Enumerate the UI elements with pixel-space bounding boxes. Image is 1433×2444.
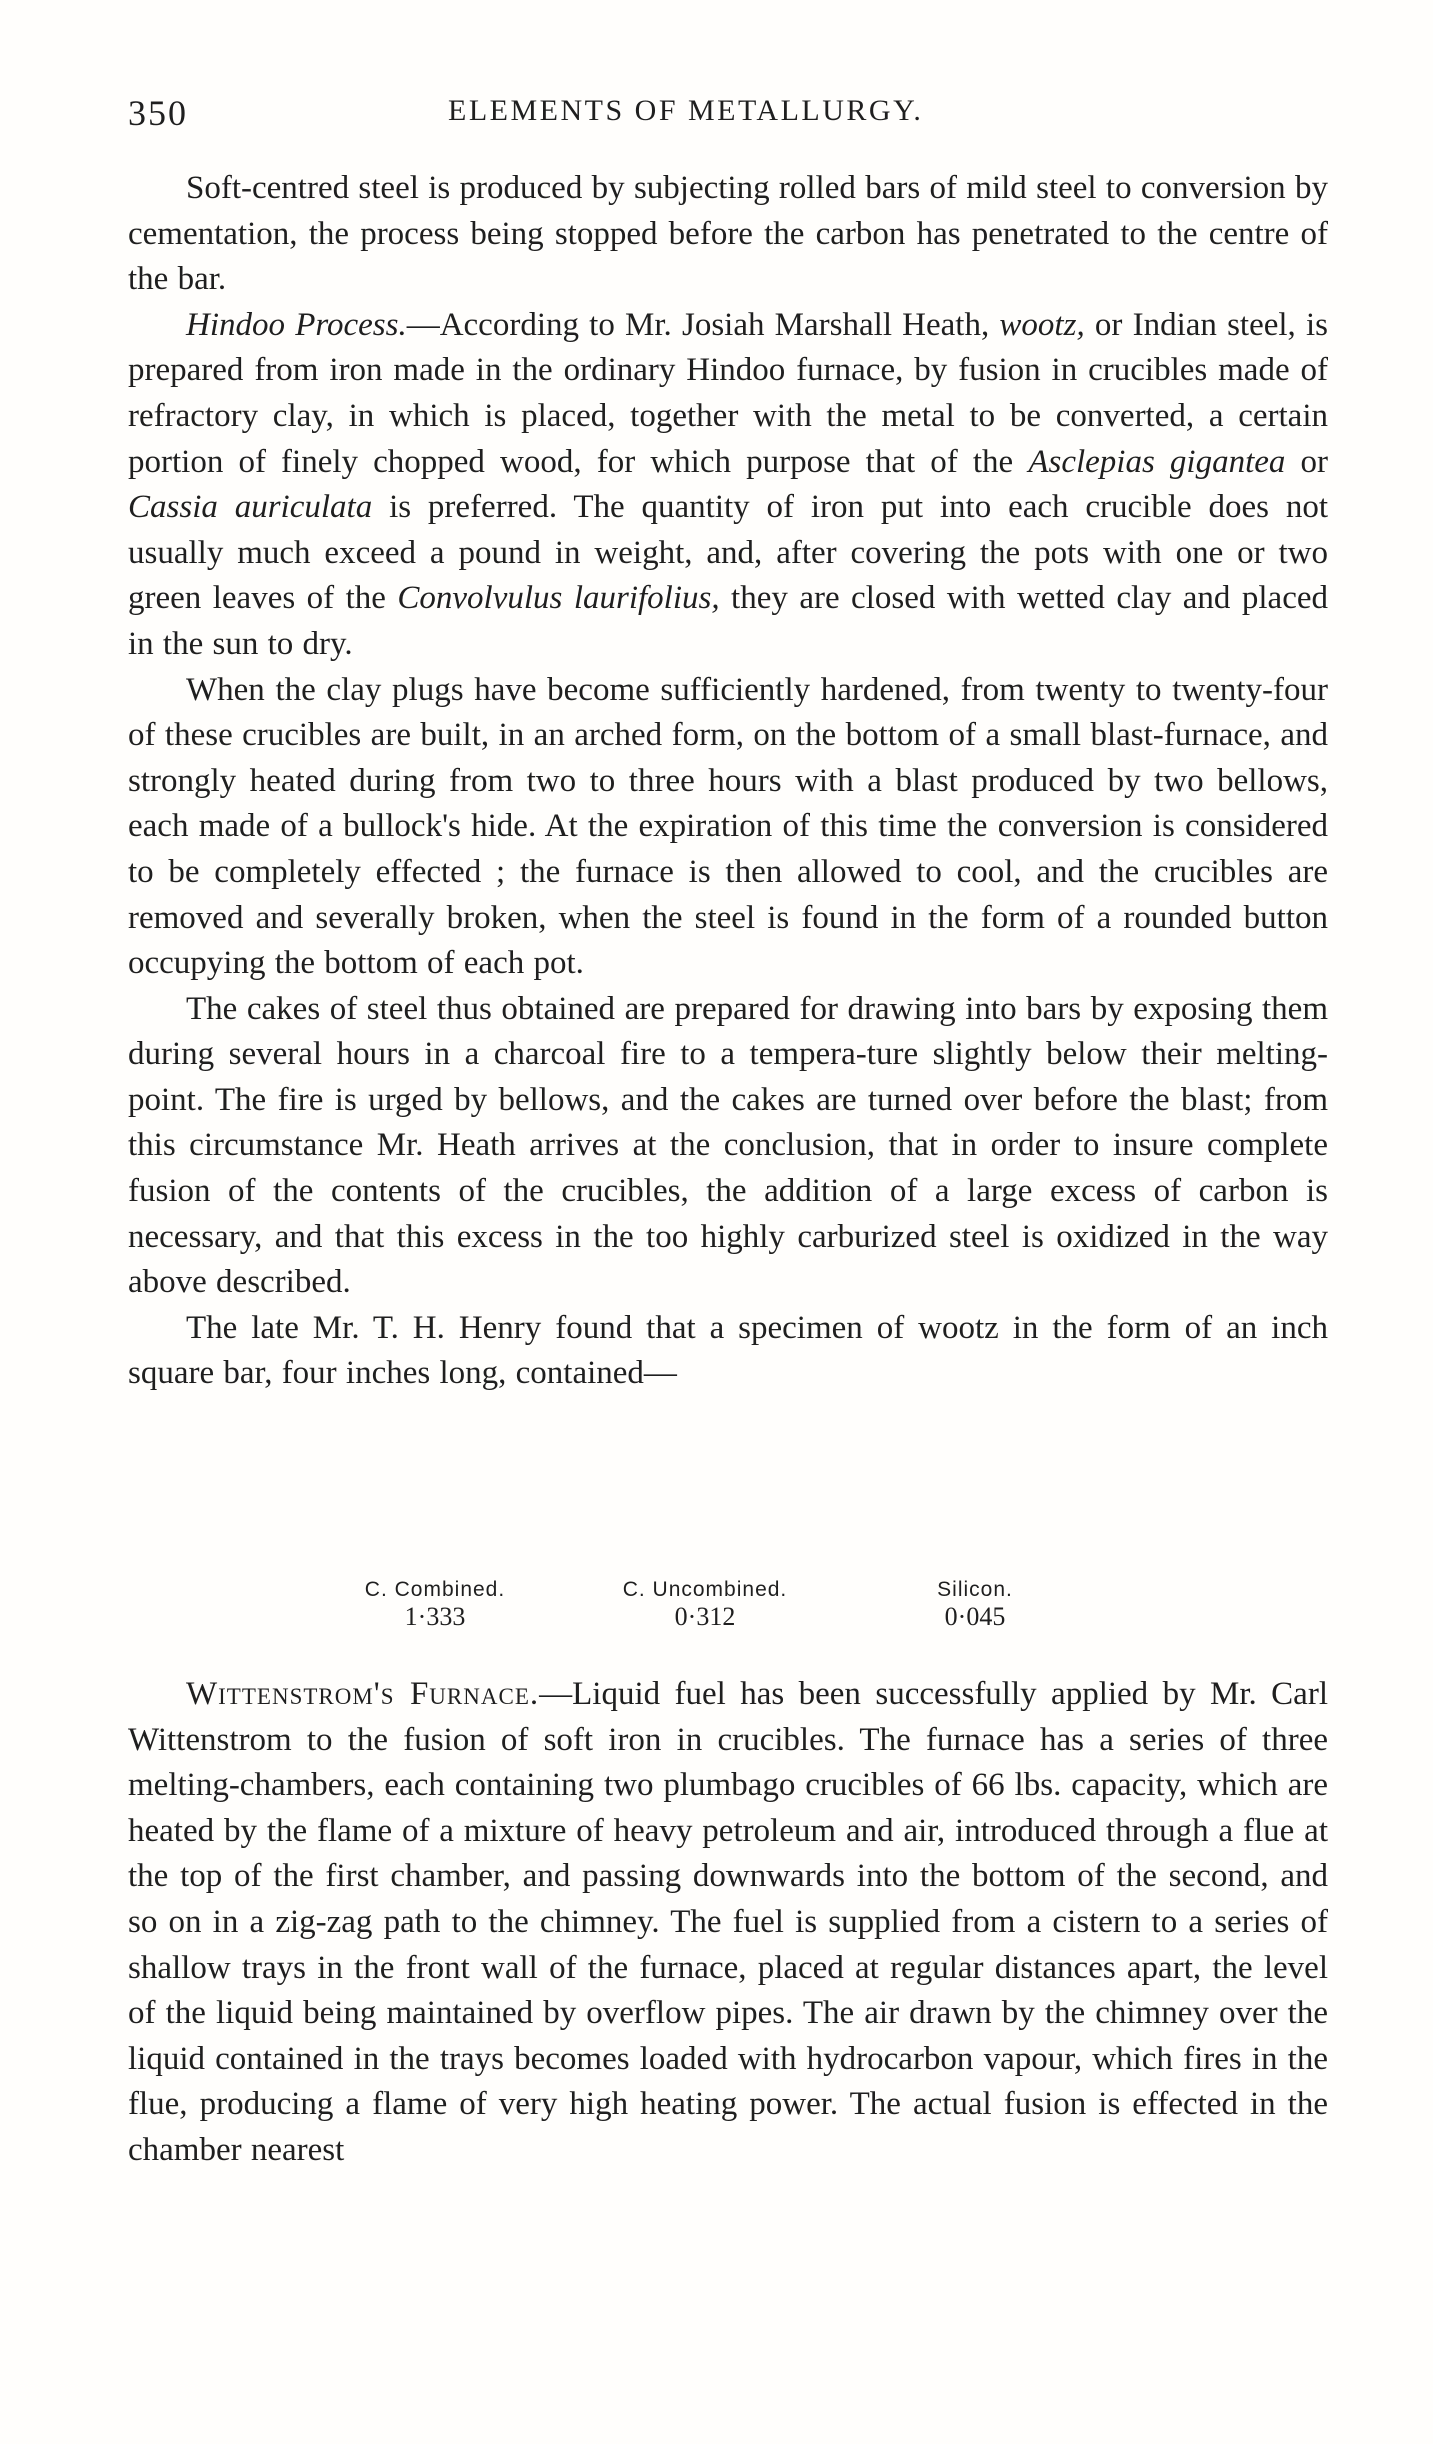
paragraph-1 [128,166,1328,303]
analysis-column [310,1578,560,1632]
analysis-column [580,1578,830,1632]
italic-run: Asclepias gigantea [1028,443,1286,480]
section-heading: Wittenstrom's Furnace. [186,1676,540,1712]
italic-run: Cassia auriculata [128,489,373,526]
page-header [128,92,1328,136]
text-run: Soft-centred steel is produced by subjecting rolled bars of mild steel to conversion by cementation, the process being stopped before the carbon has penetrated to the centre of the bar. [128,170,1328,298]
paragraph-4 [128,987,1328,1306]
text-run: The cakes of steel thus obtained are prepared for drawing into bars by exposing them during several hours in a charcoal fire to a tempera-ture slightly below their melting-point. The fire is urged by bellows, and the cakes are turned over before the blast; from this circumstance Mr. Heath arrives at the conclusion, that in order to insure complete fusion of the contents of the crucibles, the addition of a large excess of carbon is necessary, and that this excess in the too highly carburized steel is oxidized in the way above described. [128,990,1328,1301]
analysis-value: 0·045 [944,1602,1006,1631]
text-run: is preferred. The quantity of iron put into each crucible does not usually much exceed a pound in weight, and, after covering the pots with one or two green leaves of the [128,489,1328,617]
paragraph-wittenstrom [128,1672,1328,2174]
italic-run: Hindoo Process. [186,306,407,343]
paragraph-3 [128,668,1328,987]
paragraph-text: —Liquid fuel has been successfully applied by Mr. Carl Wittenstrom to the fusion of soft iron in crucibles. The furnace has a series of three melting-chambers, each containing two plumbago crucibles of 66 lbs. capacity, which are heated by the flame of a mixture of heavy petroleum and air, introduced through a flue at the top of the first chamber, and passing downwards into the bottom of the second, and so on in a zig-zag path to the chimney. The fuel is supplied from a cistern to a series of shallow trays in the front wall of the furnace, placed at regular distances apart, the level of the liquid being maintained by overflow pipes. The air drawn by the chimney over the liquid contained in the trays becomes loaded with hydrocarbon vapour, which fires in the flue, producing a flame of very high heating power. The actual fusion is effected in the chamber nearest [128,1676,1328,2168]
text-run: The late Mr. T. H. Henry found that a specimen of wootz in the form of an inch square bar, four inches long, contained— [128,1309,1328,1392]
paragraph-5 [128,1306,1328,1397]
analysis-value: 1·333 [404,1602,466,1631]
analysis-label: Silicon. [937,1578,1013,1601]
wittenstrom-section [128,1672,1328,2174]
analysis-label: C. Uncombined. [622,1578,788,1601]
italic-run: wootz, [999,306,1085,343]
italic-run: Convolvulus laurifolius, [397,580,720,617]
paragraph-2 [128,303,1328,668]
page-number: 350 [128,93,188,133]
running-title: ELEMENTS OF METALLURGY. [448,94,924,127]
analysis-table [310,1578,1130,1648]
text-run: or Indian steel, is prepared from iron made in the ordinary Hindoo furnace, by fusion in crucibles made of refractory clay, in which is placed, together with the metal to be converted, a certain portion of finely chopped wood, for which purpose that of the [128,306,1328,480]
body-text [128,166,1328,1397]
text-run: they are closed with wetted clay and placed in the sun to dry. [128,580,1328,662]
text-run: When the clay plugs have become sufficiently hardened, from twenty to twenty-four of these crucibles are built, in an arched form, on the bottom of a small blast-furnace, and strongly heated during from two to three hours with a blast produced by two bellows, each made of a bullock's hide. At the expiration of this time the conversion is considered to be completely effected ; the furnace is then allowed to cool, and the crucibles are removed and severally broken, when the steel is found in the form of a rounded button occupying the bottom of each pot. [128,671,1328,982]
analysis-label: C. Combined. [364,1578,506,1601]
text-run: or [1285,443,1328,480]
text-run: —According to Mr. Josiah Marshall Heath, [406,306,1000,343]
analysis-value: 0·312 [674,1602,736,1631]
analysis-column [850,1578,1100,1632]
